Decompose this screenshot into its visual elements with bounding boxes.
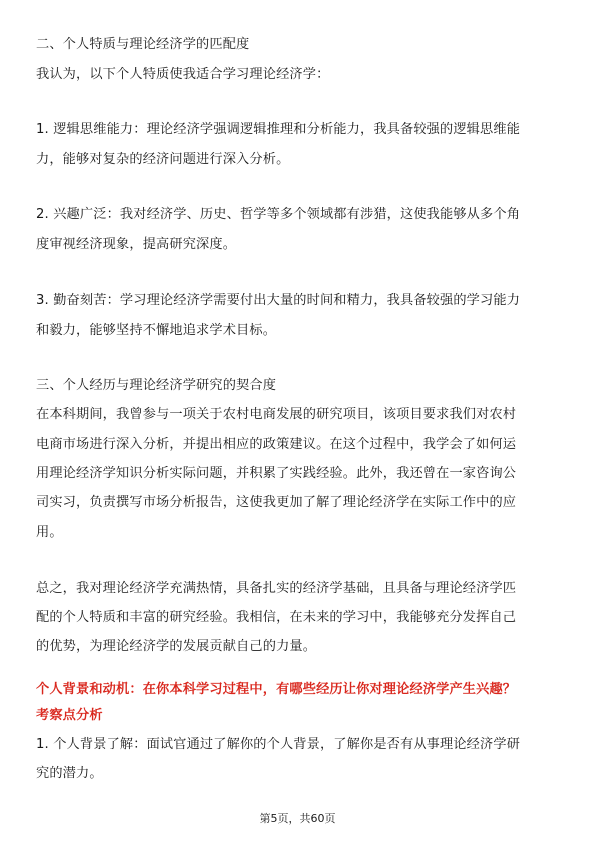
page-number: 第5页，共60页 [259, 812, 336, 825]
list-item-line: 和毅力，能够坚持不懈地追求学术目标。 [36, 323, 277, 338]
list-item-line: 度审视经济现象，提高研究深度。 [36, 237, 237, 252]
summary-line: 配的个人特质和丰富的研究经验。我相信，在未来的学习中，我能够充分发挥自己 [36, 610, 517, 625]
paragraph-line: 司实习，负责撰写市场分析报告，这使我更加了解了理论经济学在实际工作中的应 [36, 495, 517, 510]
question-heading: 个人背景和动机：在你本科学习过程中，有哪些经历让你对理论经济学产生兴趣？ [36, 682, 517, 697]
list-item-line: 力，能够对复杂的经济问题进行深入分析。 [36, 152, 290, 167]
analysis-line: 究的潜力。 [36, 766, 103, 781]
paragraph-line: 我认为，以下个人特质使我适合学习理论经济学： [36, 67, 330, 82]
list-item-line: 2. 兴趣广泛：我对经济学、历史、哲学等多个领域都有涉猎，这使我能够从多个角 [36, 207, 521, 222]
paragraph-line: 在本科期间，我曾参与一项关于农村电商发展的研究项目，该项目要求我们对农村 [36, 407, 517, 422]
section-heading-3: 三、个人经历与理论经济学研究的契合度 [36, 378, 277, 393]
paragraph-line: 用。 [36, 525, 63, 540]
section-heading-2: 二、个人特质与理论经济学的匹配度 [36, 37, 250, 52]
summary-line: 的优势，为理论经济学的发展贡献自己的力量。 [36, 639, 317, 654]
paragraph-line: 用理论经济学知识分析实际问题，并积累了实践经验。此外，我还曾在一家咨询公 [36, 466, 517, 481]
analysis-heading: 考察点分析 [36, 708, 103, 723]
paragraph-line: 电商市场进行深入分析，并提出相应的政策建议。在这个过程中，我学会了如何运 [36, 437, 517, 452]
analysis-line: 1. 个人背景了解：面试官通过了解你的个人背景，了解你是否有从事理论经济学研 [36, 737, 521, 752]
list-item-line: 3. 勤奋刻苦：学习理论经济学需要付出大量的时间和精力，我具备较强的学习能力 [36, 293, 521, 308]
list-item-line: 1. 逻辑思维能力：理论经济学强调逻辑推理和分析能力，我具备较强的逻辑思维能 [36, 122, 521, 137]
summary-line: 总之，我对理论经济学充满热情，具备扎实的经济学基础，且具备与理论经济学匹 [36, 581, 517, 596]
